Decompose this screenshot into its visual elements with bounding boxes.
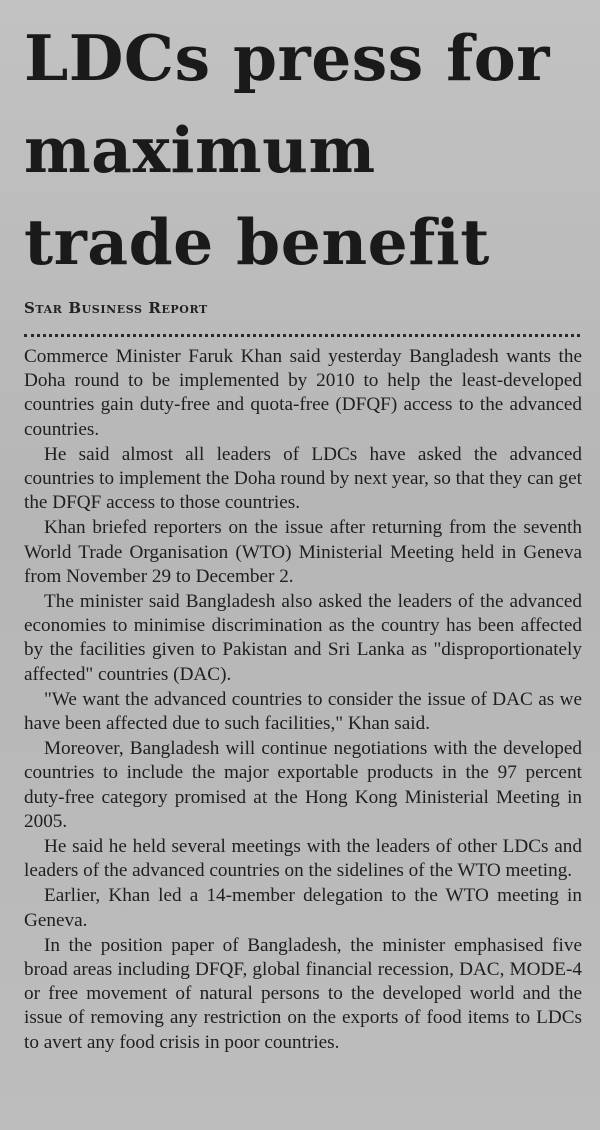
article-body [24, 345, 582, 1055]
byline: Star Business Report [24, 299, 208, 317]
article-paragraph: The minister said Bangladesh also asked the leaders of the advanced economies to minimise discrimination as the country has been affected by the facilities given to Pakistan and Sri Lanka as "disproportionately affected" countries (DAC). [24, 591, 582, 685]
headline-line: maximum [24, 113, 376, 187]
headline-line: LDCs press for [24, 21, 550, 95]
headline [24, 12, 586, 288]
article-paragraph: "We want the advanced countries to consider the issue of DAC as we have been affected due to such facilities," Khan said. [24, 688, 582, 735]
headline-line: trade benefit [24, 205, 490, 279]
article-paragraph: In the position paper of Bangladesh, the minister emphasised five broad areas including DFQF, global financial recession, DAC, MODE-4 or free movement of natural persons to the developed world and the issue of removing any restriction on the exports of food items to LDCs to avert any food crisis in poor countries. [24, 934, 582, 1053]
article-paragraph: Moreover, Bangladesh will continue negotiations with the developed countries to include the major exportable products in the 97 percent duty-free category promised at the Hong Kong Ministerial Meeting in 2005. [24, 738, 582, 832]
article-paragraph: Khan briefed reporters on the issue after returning from the seventh World Trade Organisation (WTO) Ministerial Meeting held in Geneva from November 29 to December 2. [24, 517, 582, 587]
article-paragraph: He said almost all leaders of LDCs have asked the advanced countries to implement the Doha round by next year, so that they can get the DFQF access to those countries. [24, 443, 582, 514]
article-paragraph: He said he held several meetings with the leaders of other LDCs and leaders of the advanced countries on the sidelines of the WTO meeting. [24, 836, 582, 882]
article-paragraph: Commerce Minister Faruk Khan said yesterday Bangladesh wants the Doha round to be implemented by 2010 to help the least-developed countries gain duty-free and quota-free (DFQF) access to the advanced countries. [24, 346, 582, 440]
article-paragraph: Earlier, Khan led a 14-member delegation to the WTO meeting in Geneva. [24, 885, 582, 931]
dotted-divider [24, 334, 580, 337]
